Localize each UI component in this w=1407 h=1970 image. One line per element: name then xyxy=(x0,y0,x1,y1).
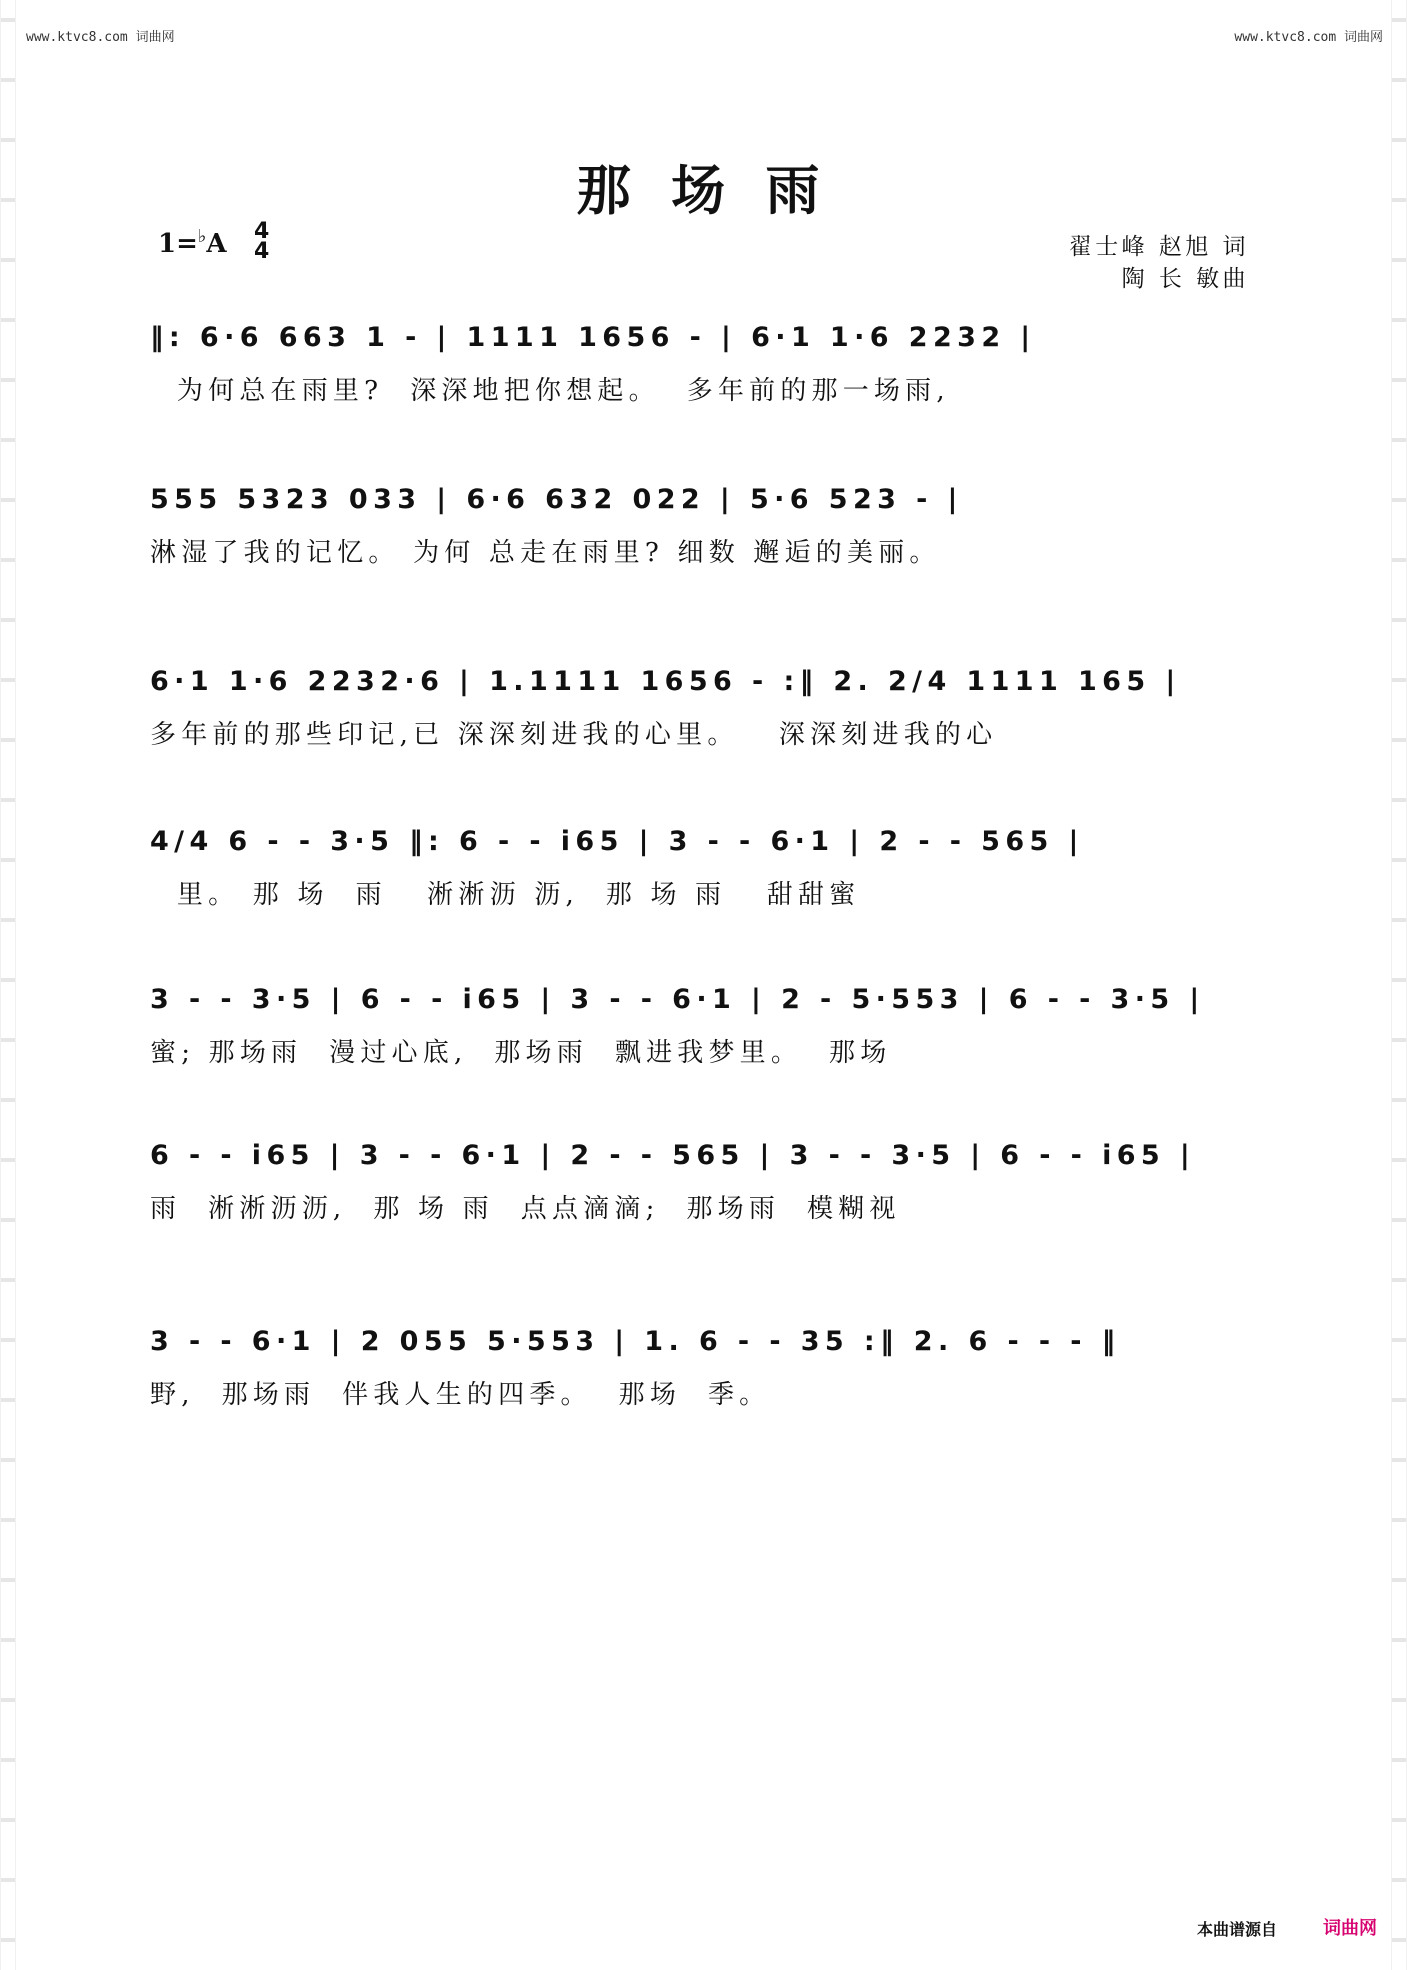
right-margin-strip xyxy=(1391,0,1407,1970)
time-bottom: 4 xyxy=(254,239,270,264)
notes-row: 6 - - i65 | 3 - - 6·1 | 2 - - 565 | 3 - - 3·5 | 6 - - i65 | xyxy=(150,1140,1196,1171)
song-title: 那 场 雨 xyxy=(576,158,831,222)
notes-row: 555 5323 033 | 6·6 632 022 | 5·6 523 - | xyxy=(150,484,963,515)
lyrics-row: 淋湿了我的记忆。 为何 总走在雨里? 细数 邂逅的美丽。 xyxy=(150,538,941,568)
notes-row: 3 - - 6·1 | 2 055 5·553 | 1. 6 - - 35 :‖ 2. 6 - - - ‖ xyxy=(150,1326,1121,1357)
lyrics-row: 里。 那 场 雨 淅淅沥 沥, 那 场 雨 甜甜蜜 xyxy=(150,880,861,910)
score-line-7 xyxy=(150,1322,1250,1412)
time-signature xyxy=(254,219,270,264)
score-line-4 xyxy=(150,822,1250,912)
footer-source-note: 本曲谱源自 xyxy=(1196,1920,1277,1939)
lyrics-row: 多年前的那些印记,已 深深刻进我的心里。 深深刻进我的心 xyxy=(150,720,998,750)
notes-row: 4/4 6 - - 3·5 ‖: 6 - - i65 | 3 - - 6·1 | 2 - - 565 | xyxy=(150,826,1084,857)
lyrics-row: 雨 淅淅沥沥, 那 场 雨 点点滴滴; 那场雨 模糊视 xyxy=(150,1194,901,1224)
notes-row: 3 - - 3·5 | 6 - - i65 | 3 - - 6·1 | 2 - 5·553 | 6 - - 3·5 | xyxy=(150,984,1205,1015)
composer-credit: 陶 长 敏曲 xyxy=(1121,266,1249,292)
key-note: A xyxy=(206,229,227,259)
notes-row: ‖: 6·6 663 1 - | 1111 1656 - | 6·1 1·6 2232 | xyxy=(150,322,1036,353)
lyrics-row: 为何总在雨里? 深深地把你想起。 多年前的那一场雨, xyxy=(150,376,950,406)
lyricist-credit: 翟士峰 赵旭 词 xyxy=(1068,234,1249,260)
left-margin-strip xyxy=(0,0,16,1970)
header-url-right: www.ktvc8.com 词曲网 xyxy=(1234,30,1383,45)
lyrics-row: 蜜; 那场雨 漫过心底, 那场雨 飘进我梦里。 那场 xyxy=(150,1038,892,1068)
notes-row: 6·1 1·6 2232·6 | 1.1111 1656 - :‖ 2. 2/4 1111 165 | xyxy=(150,666,1181,697)
score-line-2 xyxy=(150,480,1250,570)
lyrics-row: 野, 那场雨 伴我人生的四季。 那场 季。 xyxy=(150,1380,771,1410)
score-line-5 xyxy=(150,980,1250,1070)
flat-icon: ♭ xyxy=(197,226,207,247)
header-url-left: www.ktvc8.com 词曲网 xyxy=(26,30,175,45)
key-signature xyxy=(158,226,227,259)
score-line-3 xyxy=(150,662,1250,752)
key-prefix: 1= xyxy=(158,229,198,259)
time-top: 4 xyxy=(254,219,270,244)
score-line-1 xyxy=(150,318,1250,408)
score-line-6 xyxy=(150,1136,1250,1226)
footer-site-logo: 词曲网 xyxy=(1323,1918,1377,1939)
